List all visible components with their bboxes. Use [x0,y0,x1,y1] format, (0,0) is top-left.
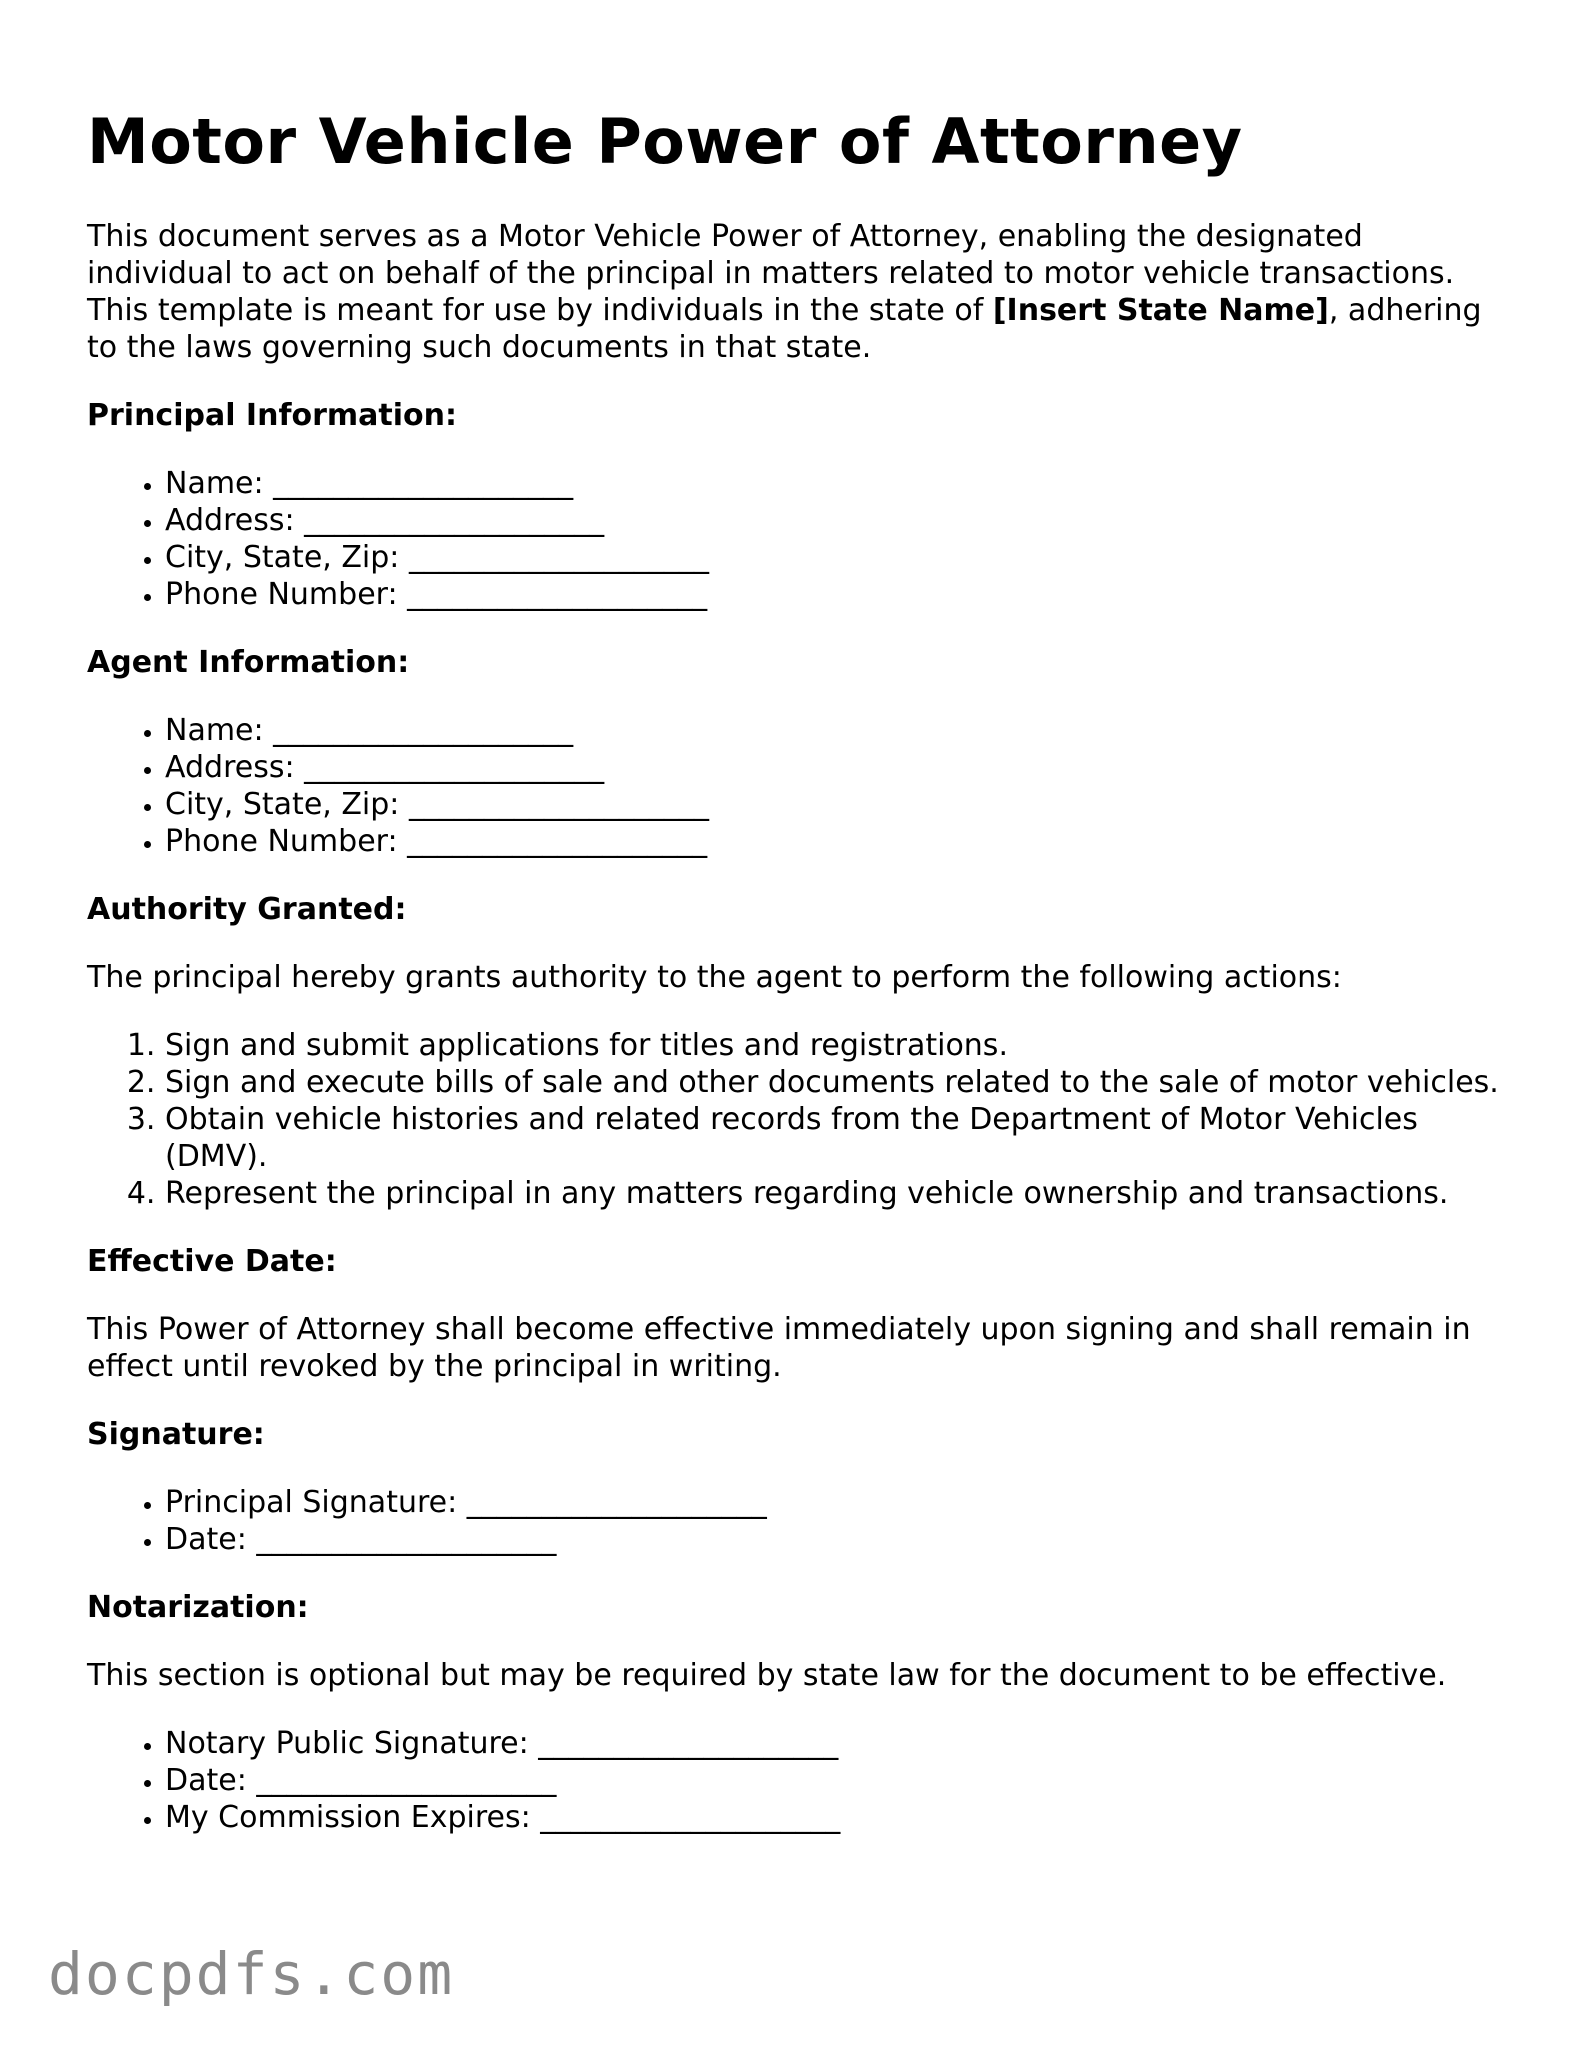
field-label: My Commission Expires: [165,1800,541,1836]
principal-phone-field [165,576,1507,613]
blank-line: ____________________ [304,503,605,539]
blank-line: ____________________ [538,1726,839,1762]
field-label: Phone Number: [165,577,408,613]
authority-item: 1. Sign and submit applications for titles and registrations. [165,1027,1507,1064]
principal-signature-field [165,1484,1507,1521]
agent-city-field [165,786,1507,823]
blank-line: ____________________ [256,1763,557,1799]
field-label: Phone Number: [165,824,408,860]
field-label: Address: [165,750,305,786]
blank-line: ____________________ [407,577,708,613]
blank-line: ____________________ [466,1485,767,1521]
agent-fields [87,712,1507,860]
blank-line: ____________________ [273,466,574,502]
commission-expires-field [165,1799,1507,1836]
notary-signature-field [165,1725,1507,1762]
authority-text: The principal hereby grants authority to the agent to perform the following actions: [87,960,1342,996]
field-label: City, State, Zip: [165,540,409,576]
agent-phone-field [165,823,1507,860]
field-label: Principal Signature: [165,1485,467,1521]
intro-text-before: This document serves as a Motor Vehicle Power of Attorney, enabling the designated individual to act on behalf of the principal in matters related to motor vehicle transactions. This template is meant for use by individuals in the state of [87,219,1455,329]
effective-date-heading: Effective Date: [87,1244,337,1280]
intro-paragraph [87,218,1507,366]
state-name-placeholder: [Insert State Name] [992,293,1329,329]
agent-heading: Agent Information: [87,645,410,681]
notarization-heading: Notarization: [87,1590,309,1626]
notarization-fields [87,1725,1507,1836]
signature-heading: Signature: [87,1417,265,1453]
watermark-logo: docpdfs.com [48,1940,455,2008]
principal-fields [87,465,1507,613]
field-label: Date: [165,1763,257,1799]
effective-date-text: This Power of Attorney shall become effective immediately upon signing and shall remain in effect until revoked by the principal in writing. [87,1312,1471,1385]
field-label: Name: [165,466,274,502]
signature-fields [87,1484,1507,1558]
notary-date-field [165,1762,1507,1799]
blank-line: ____________________ [304,750,605,786]
authority-item: 4. Represent the principal in any matters regarding vehicle ownership and transactions. [165,1175,1507,1212]
blank-line: ____________________ [540,1800,841,1836]
intro-text-after: , adhering to the laws governing such documents in that state. [87,293,1482,366]
blank-line: ____________________ [408,787,709,823]
signature-date-field [165,1521,1507,1558]
blank-line: ____________________ [256,1522,557,1558]
field-label: City, State, Zip: [165,787,409,823]
authority-item: 2. Sign and execute bills of sale and other documents related to the sale of motor vehicles. [165,1064,1507,1101]
field-label: Date: [165,1522,257,1558]
authority-item: 3. Obtain vehicle histories and related records from the Department of Motor Vehicles (DMV). [165,1101,1507,1175]
notarization-text: This section is optional but may be required by state law for the document to be effective. [87,1658,1447,1694]
field-label: Name: [165,713,274,749]
principal-name-field [165,465,1507,502]
principal-city-field [165,539,1507,576]
field-label: Notary Public Signature: [165,1726,539,1762]
document-title: Motor Vehicle Power of Attorney [87,105,1243,178]
blank-line: ____________________ [407,824,708,860]
principal-address-field [165,502,1507,539]
authority-list [87,1027,1507,1212]
agent-address-field [165,749,1507,786]
document-page [87,105,1507,1867]
blank-line: ____________________ [273,713,574,749]
principal-heading: Principal Information: [87,398,458,434]
agent-name-field [165,712,1507,749]
authority-heading: Authority Granted: [87,892,407,928]
field-label: Address: [165,503,305,539]
blank-line: ____________________ [408,540,709,576]
